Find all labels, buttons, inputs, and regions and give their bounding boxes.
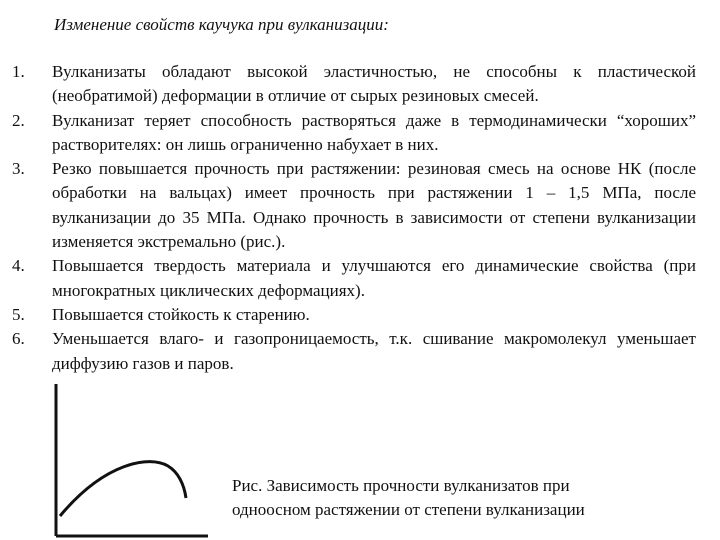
property-list — [0, 60, 720, 376]
list-item — [0, 327, 720, 376]
list-item-number: 2. — [12, 110, 25, 130]
figure-caption — [232, 474, 692, 522]
list-item-text: Уменьшается влаго- и газопроницаемость, т.к. сшивание макромолекул уменьшает диффузию газов и паров. — [52, 329, 696, 373]
list-item-number: 5. — [12, 304, 25, 324]
list-item — [0, 157, 720, 254]
list-item-number: 4. — [12, 256, 25, 276]
list-item-number: 3. — [12, 159, 25, 179]
list-item-text: Вулканизат теряет способность растворяться даже в термодинамически “хороших” растворителях: он лишь ограниченно набухает в них. — [52, 110, 696, 154]
list-item-text: Вулканизаты обладают высокой эластичностью, не способны к пластической (необратимой) деформации в отличие от сырых резиновых смесей. — [52, 62, 696, 106]
list-item — [0, 303, 720, 327]
list-item — [0, 60, 720, 109]
list-item-number: 1. — [12, 62, 25, 81]
figure-caption-line: Рис. Зависимость прочности вулканизатов при — [232, 476, 570, 495]
list-item-number: 6. — [12, 329, 25, 349]
list-item-text: Повышается твердость материала и улучшаются его динамические свойства (при многократных циклических деформациях). — [52, 256, 696, 300]
figure-caption-line: одноосном растяжении от степени вулканизации — [232, 500, 585, 519]
list-item-text: Резко повышается прочность при растяжении: резиновая смесь на основе НК (после обработки на вальцах) имеет прочность при растяжении 1 – 1,5 МПа, после вулканизации до 35 МПа. Однако прочность в зависимости от степени вулканизации изменяется экстремально (рис.). — [52, 159, 696, 252]
list-item-text: Повышается стойкость к старению. — [52, 304, 310, 324]
strength-curve — [60, 462, 186, 516]
list-item — [0, 109, 720, 158]
slide-title: Изменение свойств каучука при вулканизации: — [54, 15, 389, 34]
strength-curve-figure — [50, 380, 210, 540]
list-item — [0, 254, 720, 303]
